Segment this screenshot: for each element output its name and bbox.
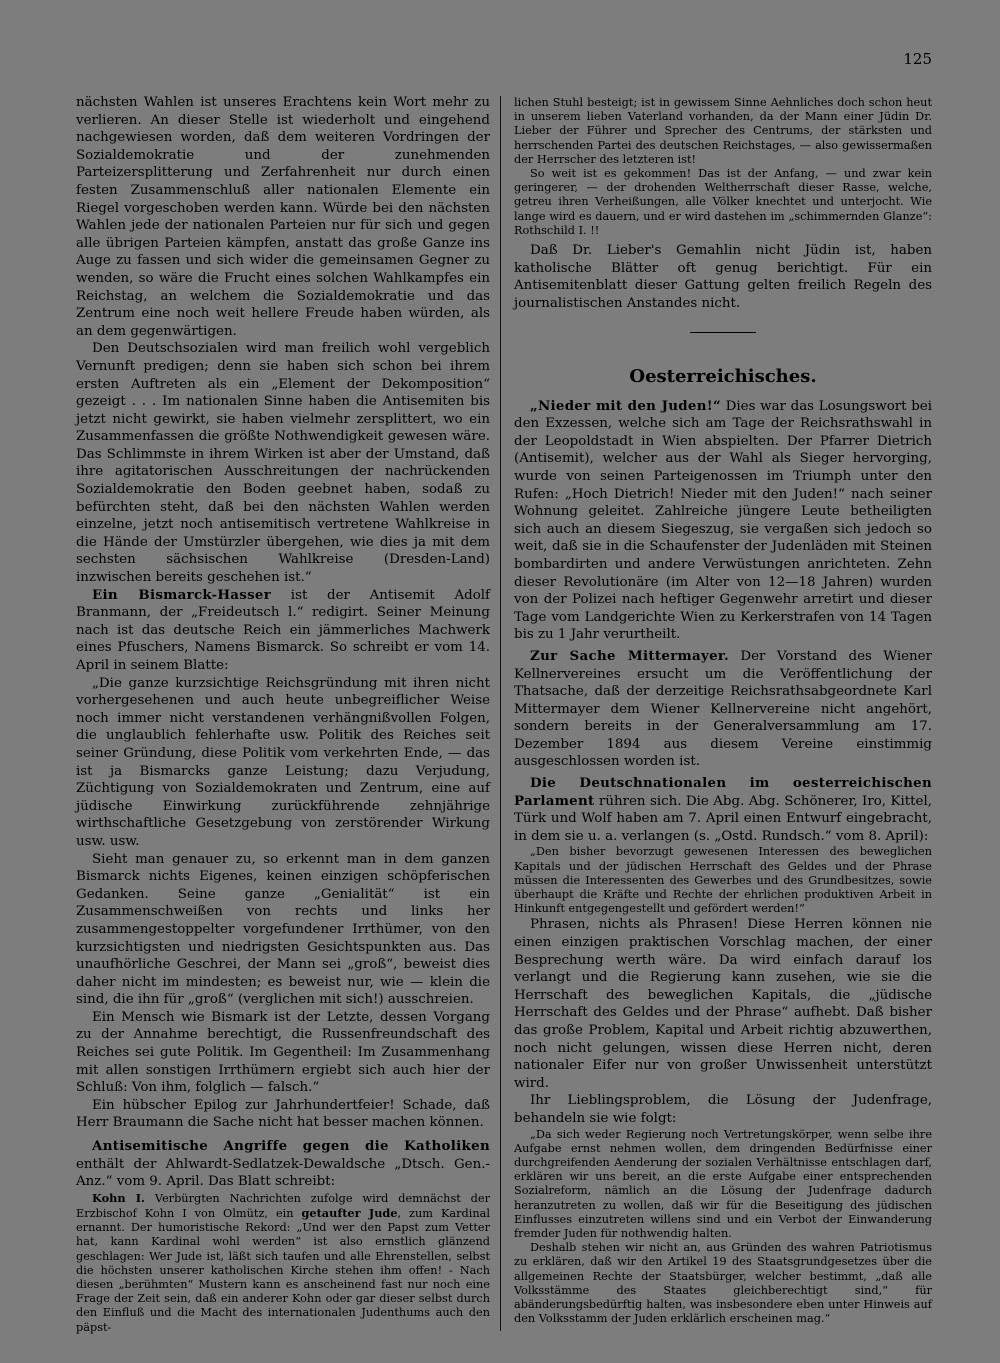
kohn-text-a: Verbürgten Nachrichten zufolge wird demnächst der Erzbischof Kohn I von Olmütz, ein	[76, 1191, 490, 1221]
right-quote-1: lichen Stuhl besteigt; ist in gewissem Sinne Aehnliches doch schon heut in unserem lieben Vaterland vorhanden, da der Mann einer Jüdin Dr. Lieber der Führer und Sprecher des Centrums, der stärksten und herrschenden Partei des deutschen Reichstages, — also gewissermaßen der Herrscher des letzteren ist!	[514, 96, 932, 166]
right-paragraph-3: Daß Dr. Lieber's Gemahlin nicht Jüdin ist, haben katholische Blätter oft genug berichtigt. Für ein Antisemitenblatt dieser Gattung gelten freilich Regeln des journalistischen Anstandes nicht.	[514, 243, 932, 311]
left-quote-1: „Die ganze kurzsichtige Reichsgründung mit ihren nicht vorhergesehenen und auch heute unbegreiflicher Weise noch immer nicht verstandenen verhängnißvollen Folgen, die unglaublich fehlerhafte usw. Politik des Reiches seit seiner Gründung, diese Politik vom verkehrten Ende, — das ist ja Bismarcks ganze Leistung; dazu Verjudung, Züchtigung von Sozialdemokraten und Zentrum, eine auf jüdische Einwirkung zurückführende zehnjährige wirthschaftliche Gesetzgebung von zerstörender Wirkung usw. usw.	[76, 675, 490, 849]
angriffe-paragraph	[76, 1138, 490, 1191]
right-quote-3: „Den bisher bevorzugt gewesenen Interessen des beweglichen Kapitals und der jüdischen Herrschaft des Geldes und der Phrase müssen die Interessenten des Gewerbes und des Grundbesitzes, sowie überhaupt die Kräfte und Rechte der ehrlichen produktiven Arbeit in Hinkunft entgegengestellt und gefördert werden!“	[514, 845, 932, 916]
deutschnat-text: rühren sich. Die Abg. Abg. Schönerer, Iro, Kittel, Türk und Wolf haben am 7. April einen Entwurf eingebracht, in dem sie u. a. verlangen (s. „Ostd. Rundsch.“ vom 8. April):	[514, 793, 932, 844]
left-column	[76, 94, 490, 1335]
angriffe-intro: enthält der Ahlwardt-Sedlatzek-Dewaldsche „Dtsch. Gen.-Anz.“ vom 9. April. Das Blatt schreibt:	[76, 1156, 490, 1190]
nieder-text: Dies war das Losungswort bei den Exzessen, welche sich am Tage der Reichsrathswahl in der Leopoldstadt in Wien abspielten. Der Pfarrer Dietrich (Antisemit), welcher aus der Wahl als Sieger hervorging, wurde von seinen Parteigenossen im Triumph unter den Rufen: „Hoch Dietrich! Nieder mit den Juden!“ nach seiner Wohnung geleitet. Zahlreiche jüngere Leute betheiligten sich auch an diesem Siegeszug, sie vergaßen sich jedoch so weit, daß sie in die Schaufenster der Judenläden mit Steinen bombardirten und andere Verwüstungen anrichteten. Zehn dieser Revolutionäre (im Alter von 12—18 Jahren) wurden von der Polizei nach heftiger Gegenwehr arretirt und dieser Tage vom Landgerichte Wien zu Kerkerstrafen von 14 Tagen bis zu 1 Jahr verurtheilt.	[514, 398, 932, 643]
deutschnat-heading: Die Deutschnationalen im oesterreichischen Parlament	[514, 775, 932, 809]
mittermayer-text: Der Vorstand des Wiener Kellnervereines ersucht um die Veröffentlichung der Thatsache, daß der derzeitige Reichsrathsabgeordnete Karl Mittermayer dem Wiener Kellnervereine nicht angehört, sondern bereits in der Generalversammlung am 17. Dezember 1894 aus diesem Vereine einstimmig ausgeschlossen worden ist.	[514, 648, 932, 770]
page-number: 125	[903, 50, 932, 68]
kohn-quote	[76, 1191, 490, 1335]
kohn-lead: Kohn I.	[92, 1190, 145, 1205]
right-column	[514, 96, 932, 1326]
right-quote-4: „Da sich weder Regierung noch Vertretungskörper, wenn selbe ihre Aufgabe ernst nehmen wollen, dem dringenden Bedürfnisse einer durchgreifenden Aenderung der sozialen Verhältnisse entschlagen darf, erklären wir uns bereit, an die erste Aufgabe einer entsprechenden Sozialreform, nämlich an die Lösung der Judenfrage dadurch heranzutreten zu wollen, daß wir für die Beseitigung des jüdischen Einflusses einzutreten willens sind und ein Verbot der Einwanderung fremder Juden für nothwendig halten.	[514, 1127, 932, 1240]
right-quote-5: Deshalb stehen wir nicht an, aus Gründen des wahren Patriotismus zu erklären, daß wir den Artikel 19 des Staatsgrundgesetzes über die allgemeinen Rechte der Staatsbürger, welcher bestimmt, „daß alle Volksstämme des Staates gleichberechtigt sind,“ für abänderungsbedürftig halten, was insbesondere eben unter Hinweis auf den Volksstamm der Juden erklärlich erscheinen mag.“	[514, 1241, 932, 1326]
bismarck-heading: Ein Bismarck-Hasser	[92, 586, 272, 603]
kohn-text-bold: getaufter Jude	[301, 1206, 398, 1221]
nieder-paragraph	[514, 398, 932, 644]
left-paragraph-5: Sieht man genauer zu, so erkennt man in dem ganzen Bismarck nichts Eigenes, keinen einzigen schöpferischen Gedanken. Seine ganze „Genialität“ ist ein Zusammenschweißen von rechts und links her zusammengestoppelter vorgefundener Irrthümer, von den kurzsichtigsten und niedrigsten Gesichtspunkten aus. Das unaufhörliche Geschrei, der Mann sei „groß“, beweist dies daher nicht im mindesten; es beweist nur, wie — klein die sind, die ihn für „groß“ (verglichen mit sich!) ausschreien.	[76, 851, 490, 1008]
left-paragraph-7: Ein hübscher Epilog zur Jahrhundertfeier! Schade, daß Herr Braumann die Sache nicht hat besser machen können.	[76, 1097, 490, 1131]
mittermayer-heading: Zur Sache Mittermayer.	[530, 647, 729, 664]
bismarck-intro: ist der Antisemit Adolf Branmann, der „Freideutsch l.“ redigirt. Seiner Meinung nach ist das deutsche Reich ein jämmerliches Machwerk eines Pfuschers, Namens Bismarck. So schreibt er vom 14. April in seinem Blatte:	[76, 587, 490, 673]
kohn-text-c: , zum Kardinal ernannt. Der humoristische Rekord: „Und wer den Papst zum Vetter hat, kann Kardinal wohl werden“ ist also ernstlich glänzend geschlagen: Wer Jude ist, läßt sich taufen und alle Ehrenstellen, selbst die höchsten unserer katholischen Kirche stehen ihm offen! - Nach diesen „berühmten“ Mustern kann es anscheinend fast nur noch eine Frage der Zeit sein, daß ein anderer Kohn oder gar dieser selbst durch den Einfluß und die Macht des internationalen Judenthums auch den päpst-	[76, 1207, 490, 1334]
right-quote-2: So weit ist es gekommen! Das ist der Anfang, — und zwar kein geringerer, — der drohenden Weltherrschaft dieser Rasse, welche, getreu ihren Verheißungen, alle Völker knechtet und unterjocht. Wie lange wird es dauern, und er wird dastehen im „schimmernden Glanze“: Rothschild I. !!	[514, 167, 932, 237]
section-separator	[514, 324, 932, 342]
right-paragraph-8: Phrasen, nichts als Phrasen! Diese Herren können nie einen einzigen praktischen Vorschlag machen, der einer Besprechung werth wäre. Da wird einfach darauf los verlangt und die Regierung kann zusehen, wie sie die Herrschaft des beweglichen Kapitals, die „jüdische Herrschaft des Geldes und der Phrase“ aufhebt. Daß bisher das große Problem, Kapital und Arbeit richtig abzuwerthen, noch nicht gelungen, wissen diese Herren nicht, deren nationaler Eifer nur von großer Unwissenheit unterstützt wird.	[514, 917, 932, 1091]
bismarck-paragraph	[76, 587, 490, 675]
deutschnat-paragraph	[514, 775, 932, 845]
angriffe-heading: Antisemitische Angriffe gegen die Katholiken	[92, 1138, 490, 1155]
mittermayer-paragraph	[514, 648, 932, 771]
left-paragraph-6: Ein Mensch wie Bismark ist der Letzte, dessen Vorgang zu der Annahme berechtigt, die Russenfreundschaft des Reiches sei gute Politik. Im Gegentheil: Im Zusammenhang mit allen sonstigen Irrthümern ergiebt sich auch hier der Schluß: Von ihm, folglich — falsch.“	[76, 1009, 490, 1096]
column-divider	[500, 96, 501, 1331]
left-paragraph-2: Den Deutschsozialen wird man freilich wohl vergeblich Vernunft predigen; denn sie haben sich schon bei ihrem ersten Auftreten als ein „Element der Dekomposition“ gezeigt . . . Im nationalen Sinne haben die Antisemiten bis jetzt nicht gewirkt, sie haben vielmehr zersplittert, wo ein Zusammenfassen die größte Nothwendigkeit gewesen wäre. Das Schlimmste in ihrem Wirken ist aber der Umstand, daß ihre agitatorischen Ausschreitungen der nachrückenden Sozialdemokratie den Boden geebnet haben, sodaß zu befürchten steht, daß bei den nächsten Wahlen werden einzelne, jetzt noch antisemitisch vertretene Wahlkreise in die Hände der Umstürzler übergehen, wie dies ja mit dem sechsten sächsischen Wahlkreise (Dresden-Land) inzwischen bereits geschehen ist.“	[76, 341, 490, 586]
left-paragraph-1: nächsten Wahlen ist unseres Erachtens kein Wort mehr zu verlieren. An dieser Stelle ist wiederholt und eingehend nachgewiesen worden, daß dem weiteren Vordringen der Sozialdemokratie und der zunehmenden Parteizersplitterung und Zerfahrenheit nur durch einen festen Zusammenschluß aller nationalen Elemente ein Riegel vorgeschoben werden kann. Würde bei den nächsten Wahlen jede der nationalen Parteien nur für sich und gegen alle übrigen Parteien kämpfen, anstatt das große Ganze ins Auge zu fassen und sich wider die gemeinsamen Gegner zu wenden, so wäre die Frucht eines solchen Wahlkampfes ein Reichstag, an welchem die Sozialdemokratie und das Zentrum eine noch weit hellere Freude haben würden, als an dem gegenwärtigen.	[76, 95, 490, 339]
nieder-heading: „Nieder mit den Juden!“	[530, 397, 721, 414]
section-title: Oesterreichisches.	[629, 366, 817, 387]
right-paragraph-9: Ihr Lieblingsproblem, die Lösung der Judenfrage, behandeln sie wie folgt:	[514, 1093, 932, 1126]
